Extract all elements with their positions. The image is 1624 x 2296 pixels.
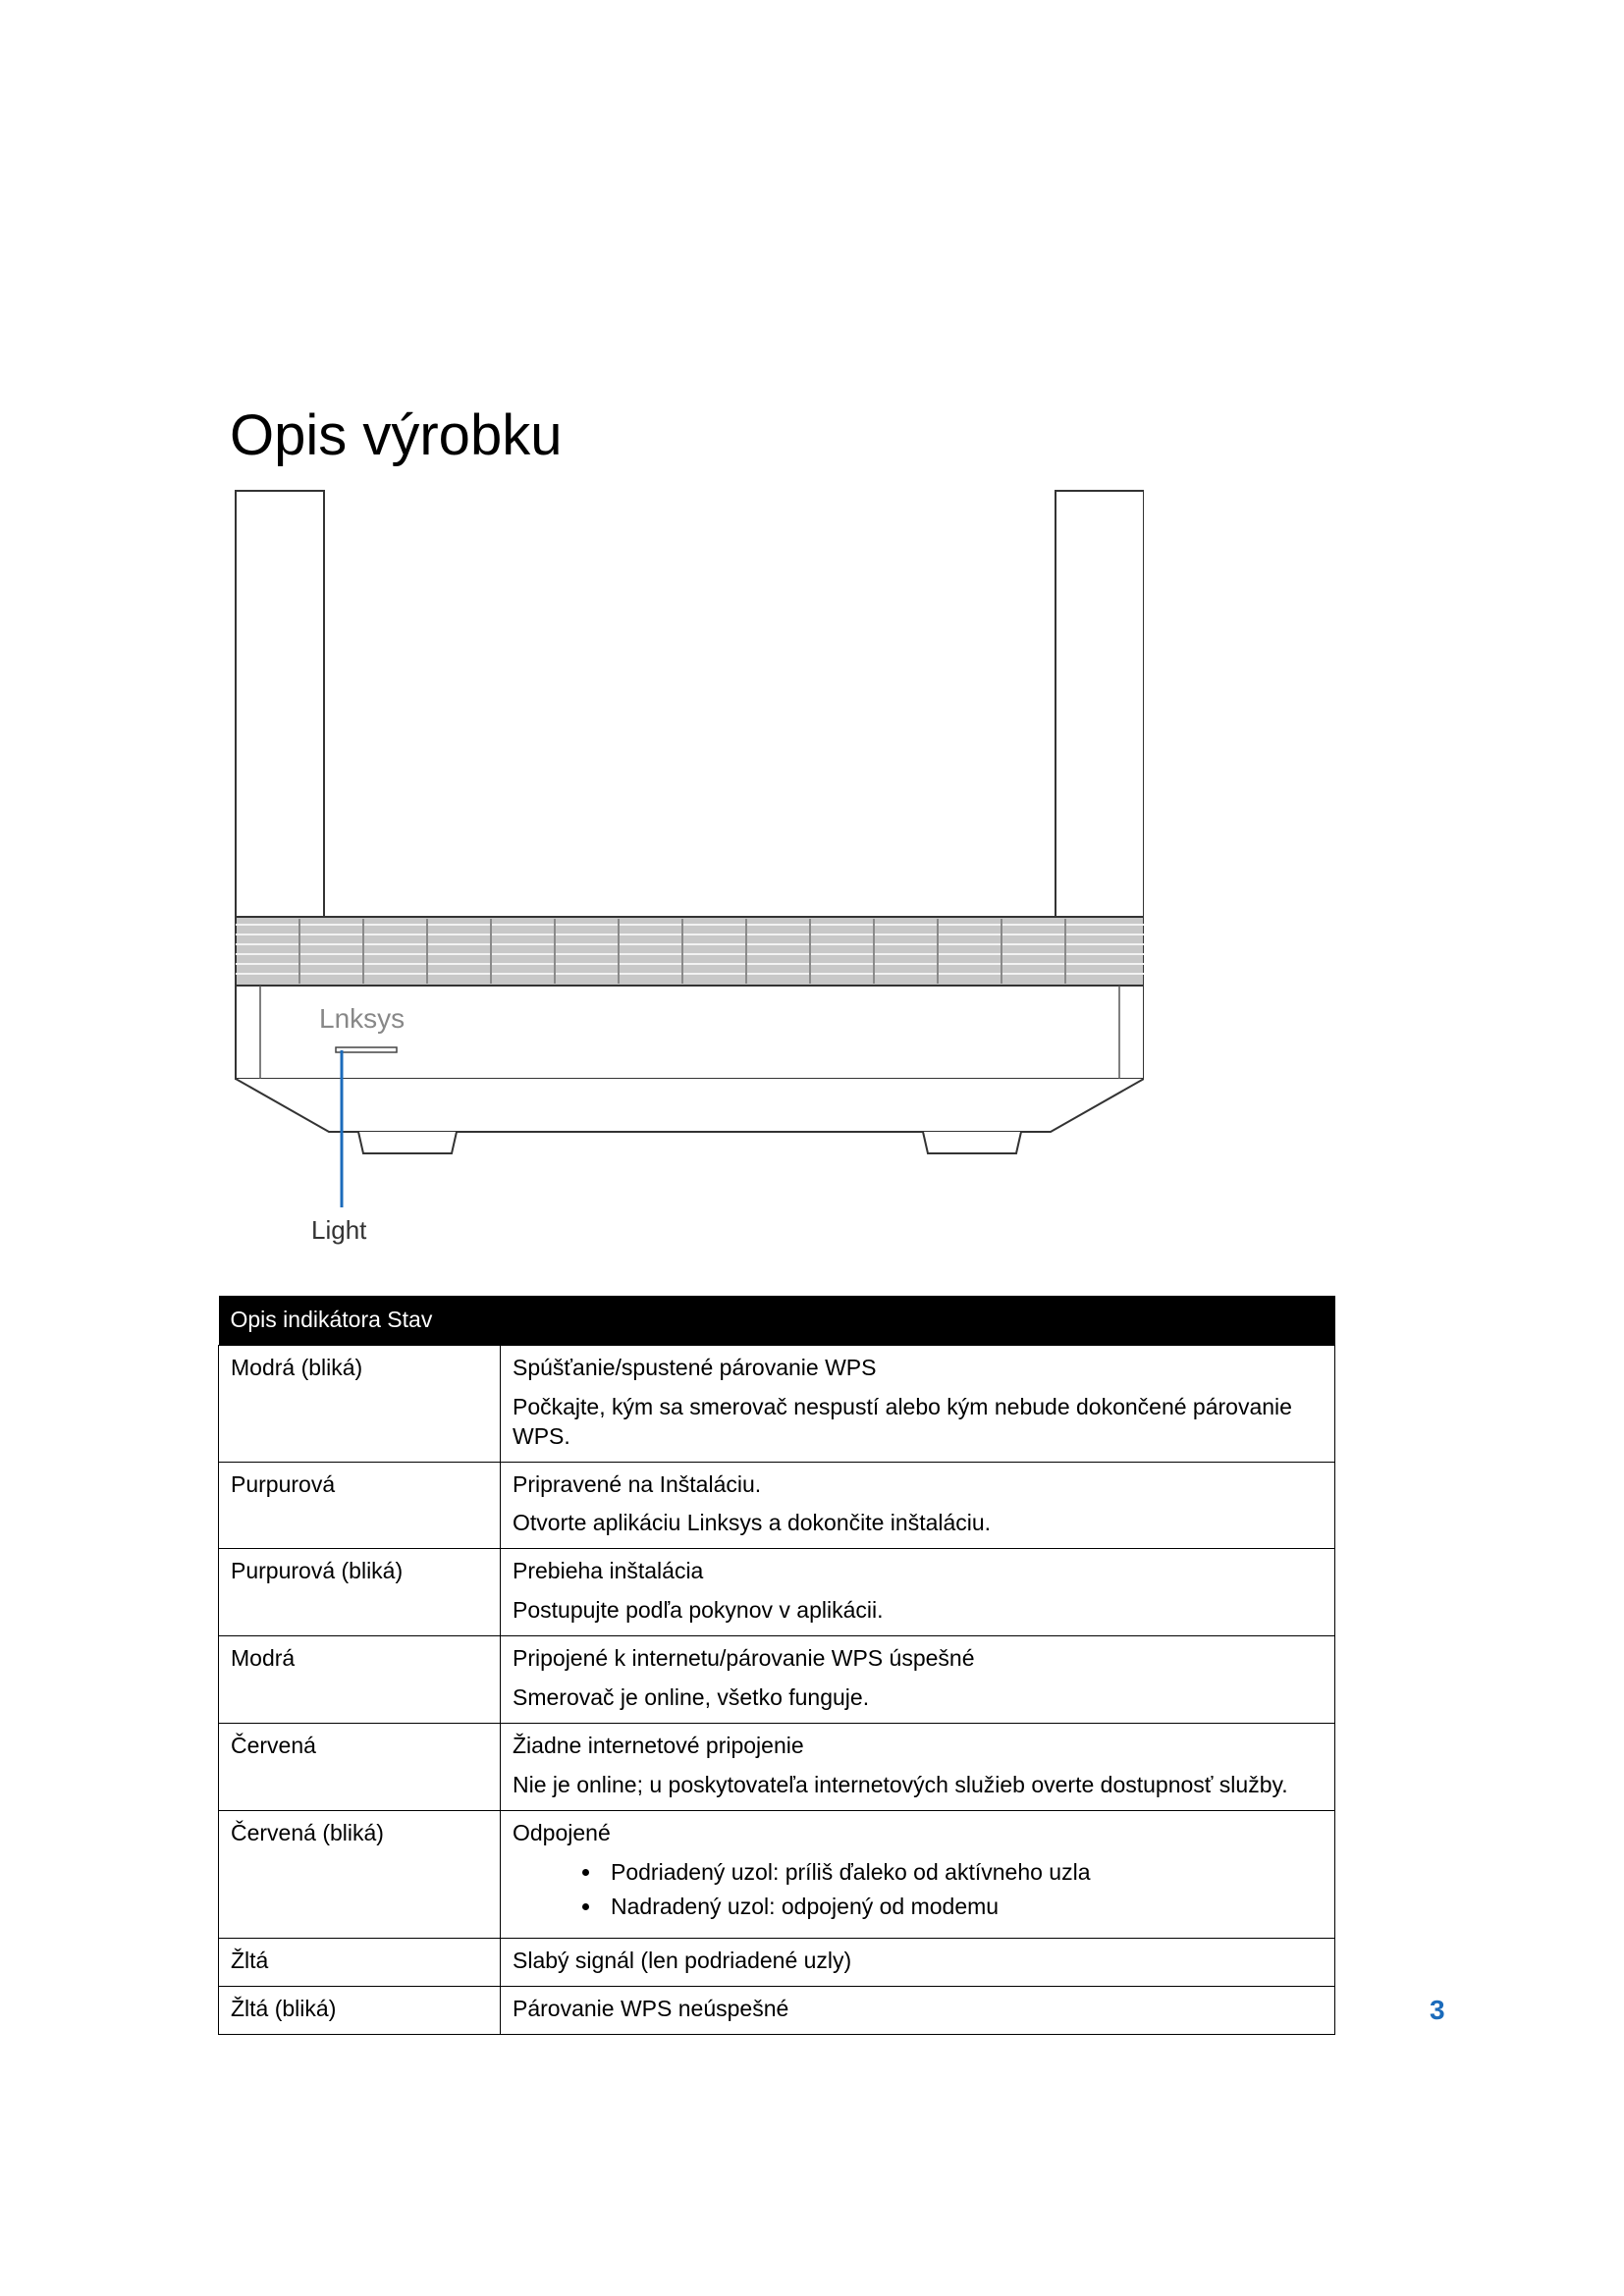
status-line: Pripojené k internetu/párovanie WPS úspešné — [513, 1645, 975, 1672]
light-callout-label: Light — [311, 1215, 367, 1245]
light-cell: Purpurová (bliká) — [219, 1549, 501, 1636]
light-cell: Červená — [219, 1723, 501, 1810]
status-line: Otvorte aplikáciu Linksys a dokončite inštaláciu. — [513, 1510, 992, 1536]
table-header: Opis indikátora Stav — [219, 1296, 1335, 1345]
status-line: Párovanie WPS neúspešné — [513, 1996, 789, 2022]
bullet-list — [513, 1858, 1323, 1923]
table-row — [219, 1810, 1335, 1939]
right-foot — [923, 1132, 1021, 1153]
vent-grille — [236, 917, 1144, 986]
status-line: Spúšťanie/spustené párovanie WPS — [513, 1354, 877, 1380]
linksys-logo: Lnksys — [319, 1003, 406, 1034]
table-row — [219, 1462, 1335, 1549]
status-cell — [501, 1636, 1335, 1724]
left-antenna — [236, 491, 324, 923]
status-cell — [501, 1462, 1335, 1549]
status-cell — [501, 1549, 1335, 1636]
right-antenna — [1056, 491, 1144, 923]
page-number: 3 — [1430, 1995, 1445, 2025]
left-foot — [358, 1132, 457, 1153]
status-line: Pripravené na Inštaláciu. — [513, 1470, 762, 1497]
table-row — [219, 1939, 1335, 1987]
status-light — [336, 1047, 397, 1052]
router-base — [236, 1079, 1144, 1132]
router-illustration — [221, 481, 1144, 1247]
light-cell: Modrá — [219, 1636, 501, 1724]
page-title: Opis výrobku — [230, 403, 563, 467]
status-line: Postupujte podľa pokynov v aplikácii. — [513, 1597, 884, 1624]
status-cell — [501, 1810, 1335, 1939]
table-row — [219, 1549, 1335, 1636]
status-line: Odpojené — [513, 1819, 611, 1845]
table-row — [219, 1345, 1335, 1462]
status-line: Nie je online; u poskytovateľa internetových služieb overte dostupnosť služby. — [513, 1771, 1288, 1797]
light-cell: Modrá (bliká) — [219, 1345, 501, 1462]
light-cell: Žltá (bliká) — [219, 1987, 501, 2035]
light-cell: Purpurová — [219, 1462, 501, 1549]
bullet-item: • Nadradený uzol: odpojený od modemu — [603, 1893, 1323, 1922]
status-cell — [501, 1987, 1335, 2035]
status-cell — [501, 1723, 1335, 1810]
bullet-item: • Podriadený uzol: príliš ďaleko od aktívneho uzla — [603, 1858, 1323, 1888]
light-cell: Červená (bliká) — [219, 1810, 501, 1939]
light-cell: Žltá — [219, 1939, 501, 1987]
status-cell — [501, 1939, 1335, 1987]
table-row — [219, 1636, 1335, 1724]
status-line: Počkajte, kým sa smerovač nespustí alebo kým nebude dokončené párovanie WPS. — [513, 1393, 1292, 1449]
status-line: Smerovač je online, všetko funguje. — [513, 1684, 870, 1711]
led-status-table — [218, 1296, 1335, 2035]
status-line: Prebieha inštalácia — [513, 1558, 704, 1584]
table-row — [219, 1987, 1335, 2035]
router-figure — [221, 481, 1144, 1247]
status-cell — [501, 1345, 1335, 1462]
status-line: Slabý signál (len podriadené uzly) — [513, 1948, 852, 1974]
table-row — [219, 1723, 1335, 1810]
status-line: Žiadne internetové pripojenie — [513, 1732, 804, 1758]
